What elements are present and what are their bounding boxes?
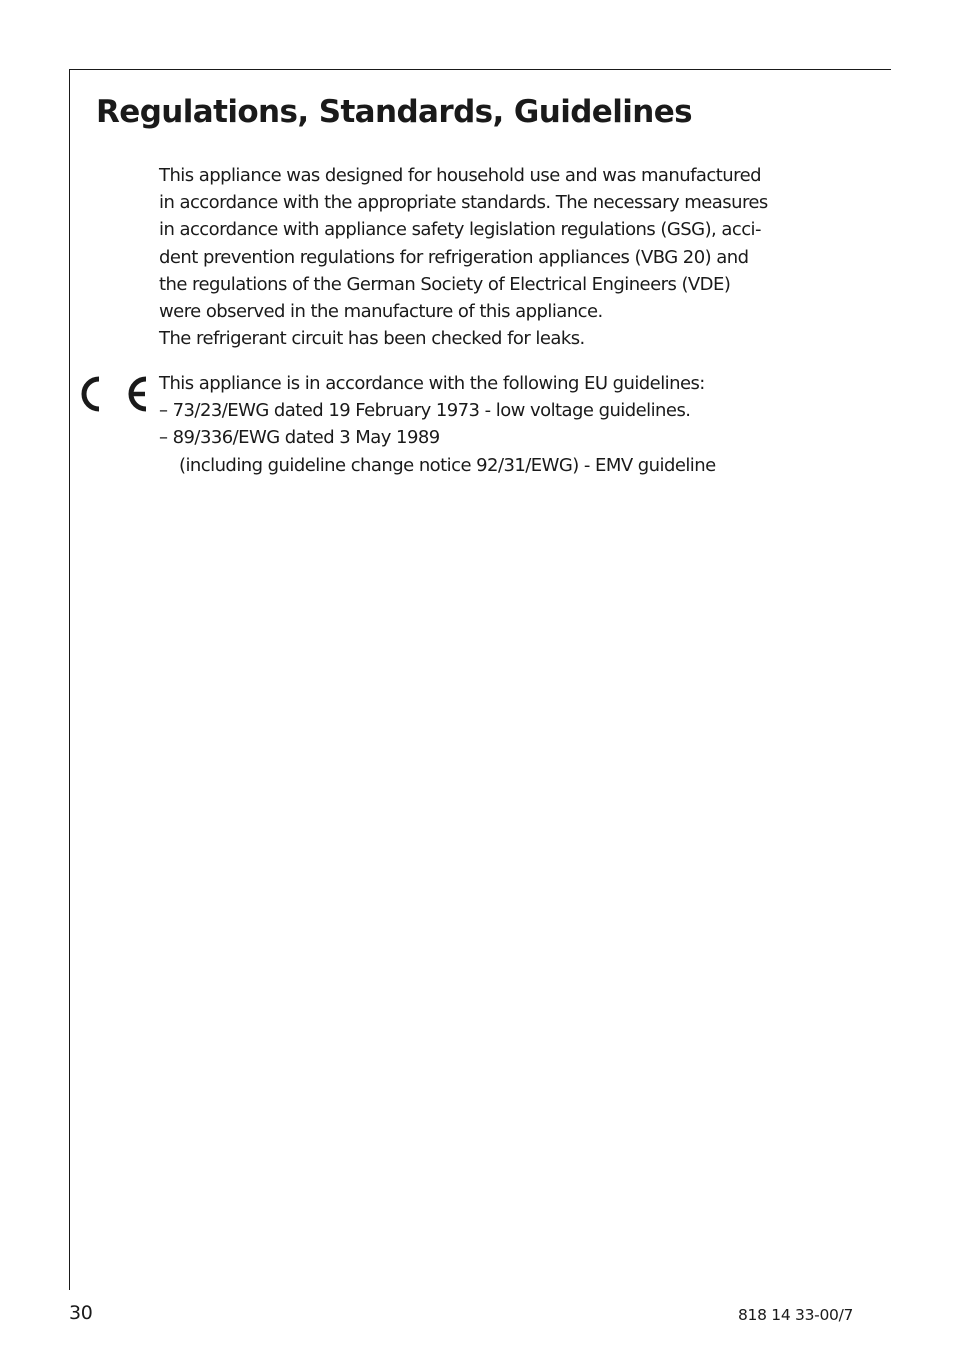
eu-guidelines-intro: This appliance is in accordance with the following EU guidelines:: [159, 373, 705, 394]
intro-line: The refrigerant circuit has been checked for leaks.: [159, 328, 585, 350]
intro-line: in accordance with the appropriate standards. The necessary measures: [159, 192, 768, 214]
document-code: 818 14 33-00/7: [738, 1306, 854, 1324]
intro-paragraph: [159, 162, 768, 352]
left-rule: [69, 69, 70, 1290]
ce-mark-icon: [76, 373, 150, 415]
page-number: 30: [69, 1302, 93, 1324]
eu-guideline-item: – 89/336/EWG dated 3 May 1989: [159, 427, 440, 449]
eu-guideline-item: – 73/23/EWG dated 19 February 1973 - low voltage guidelines.: [159, 400, 691, 422]
intro-line: were observed in the manufacture of this appliance.: [159, 301, 603, 323]
top-rule: [69, 69, 891, 70]
intro-line: dent prevention regulations for refrigeration appliances (VBG 20) and: [159, 246, 749, 268]
intro-line: in accordance with appliance safety legislation regulations (GSG), acci-: [159, 219, 761, 241]
eu-guideline-item-continuation: (including guideline change notice 92/31/EWG) - EMV guideline: [179, 454, 716, 476]
intro-line: the regulations of the German Society of Electrical Engineers (VDE): [159, 273, 731, 295]
page-title: Regulations, Standards, Guidelines: [96, 94, 693, 130]
eu-guidelines-paragraph: [159, 370, 716, 479]
intro-line: This appliance was designed for household use and was manufactured: [159, 165, 761, 186]
